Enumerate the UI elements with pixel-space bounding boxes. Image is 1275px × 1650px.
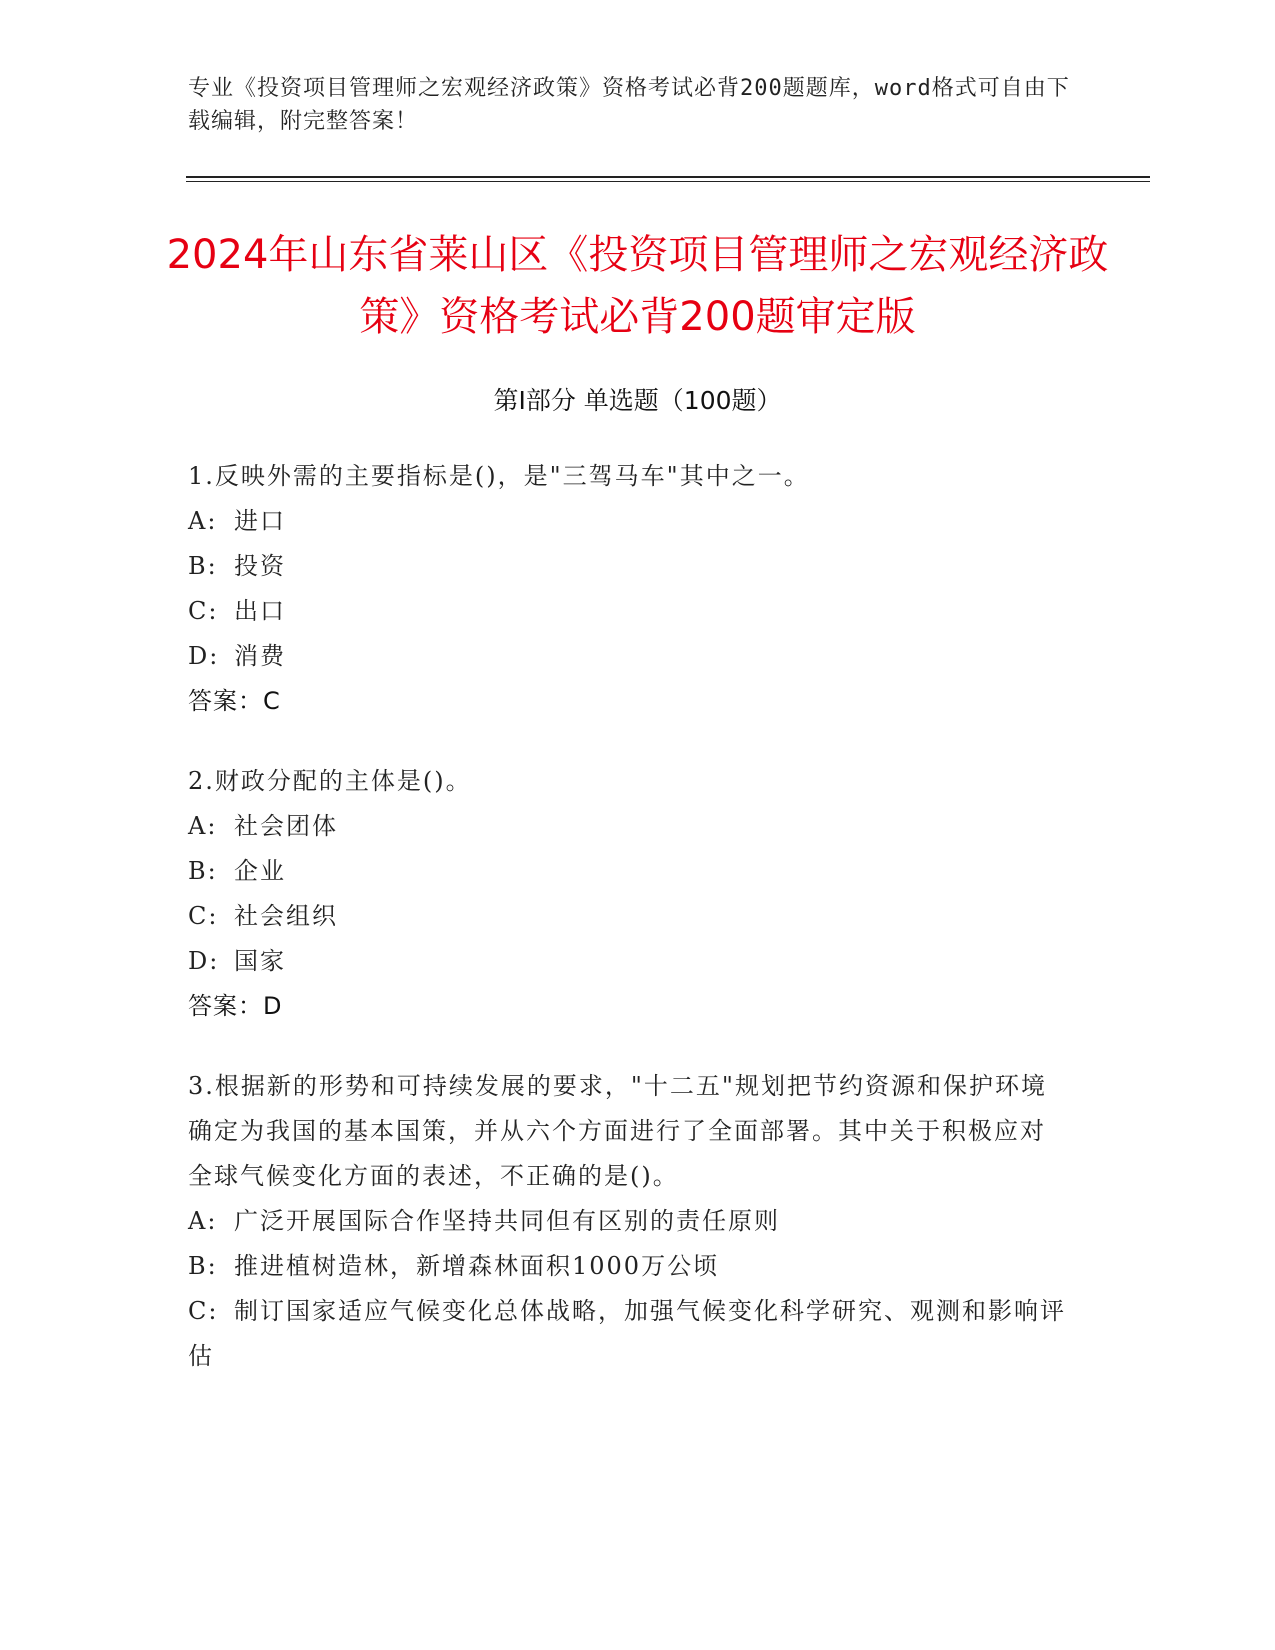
option-c: [188, 1289, 1068, 1379]
option-letter: A:: [188, 1207, 218, 1235]
question-1: [188, 454, 1068, 724]
option-c: [188, 589, 1068, 634]
question-stem: 1.反映外需的主要指标是()，是"三驾马车"其中之一。: [188, 462, 810, 490]
option-text: 出口: [234, 597, 286, 625]
option-text: 进口: [234, 507, 286, 535]
option-letter: C:: [188, 1297, 219, 1325]
option-d: [188, 634, 1068, 679]
option-text: 社会团体: [234, 812, 338, 840]
option-a: [188, 804, 1068, 849]
option-a: [188, 499, 1068, 544]
option-text: 社会组织: [234, 902, 338, 930]
option-text: 投资: [234, 552, 286, 580]
option-letter: B:: [188, 1252, 218, 1280]
option-text: 广泛开展国际合作坚持共同但有区别的责任原则: [234, 1207, 780, 1235]
option-a: [188, 1199, 1068, 1244]
option-c: [188, 894, 1068, 939]
section-heading: 第Ⅰ部分 单选题（100题）: [493, 386, 782, 415]
option-letter: A:: [188, 812, 218, 840]
option-letter: A:: [188, 507, 218, 535]
option-b: [188, 849, 1068, 894]
option-letter: B:: [188, 552, 218, 580]
question-3: [188, 1064, 1068, 1379]
answer-key: 答案：D: [188, 992, 283, 1020]
option-text: 制订国家适应气候变化总体战略，加强气候变化科学研究、观测和影响评估: [188, 1297, 1066, 1370]
option-letter: C:: [188, 597, 219, 625]
option-b: [188, 544, 1068, 589]
header-divider-thick: [186, 176, 1150, 178]
answer-key: 答案：C: [188, 687, 281, 715]
document-title: 2024年山东省莱山区《投资项目管理师之宏观经济政策》资格考试必背200题审定版: [166, 232, 1109, 340]
option-d: [188, 939, 1068, 984]
option-letter: C:: [188, 902, 219, 930]
option-text: 消费: [234, 642, 286, 670]
question-stem: 2.财政分配的主体是()。: [188, 767, 472, 795]
option-b: [188, 1244, 1068, 1289]
option-text: 国家: [234, 947, 286, 975]
header-divider-thin: [186, 181, 1150, 182]
option-letter: D:: [188, 947, 220, 975]
option-text: 企业: [234, 857, 286, 885]
option-letter: B:: [188, 857, 218, 885]
question-stem: 3.根据新的形势和可持续发展的要求，"十二五"规划把节约资源和保护环境确定为我国的基本国策，并从六个方面进行了全面部署。其中关于积极应对全球气候变化方面的表述，不正确的是()。: [188, 1072, 1047, 1190]
header-note: 专业《投资项目管理师之宏观经济政策》资格考试必背200题题库，word格式可自由下载编辑，附完整答案！: [188, 76, 1070, 134]
option-text: 推进植树造林，新增森林面积1000万公顷: [234, 1252, 720, 1280]
question-2: [188, 759, 1068, 1029]
option-letter: D:: [188, 642, 220, 670]
